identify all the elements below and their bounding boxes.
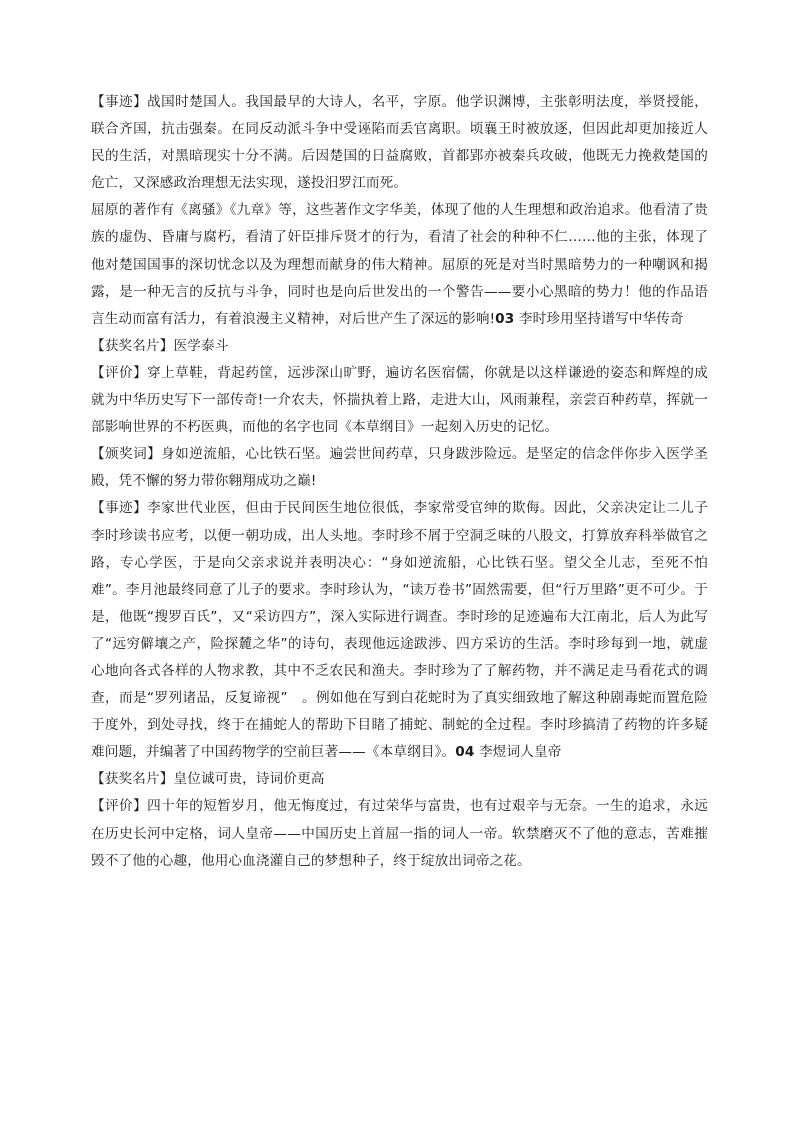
paragraph-li-shizhen-deeds: [91, 495, 708, 766]
paragraph-text: 战国时楚国人。我国最早的大诗人，名平，字原。他学识渊博，主张彰明法度，举贤授能，联合齐国，抗击强秦。在同反动派斗争中受诬陷而丢官离职。顷襄王时被放逐，但因此却更加接近人民的生活，对黑暗现实十分不满。后因楚国的日益腐败，首都郢亦被秦兵攻破，他既无力挽救楚国的危亡，又深感政治理想无法实现，遂投汨罗江而死。: [91, 94, 708, 192]
paragraph-text: 李家世代业医，但由于民间医生地位很低，李家常受官绅的欺侮。因此，父亲决定让二儿子李时珍读书应考，以便一朝功成，出人头地。李时珍不屑于空洞乏味的八股文，打算放弃科举做官之路，专心学医，于是向父亲求说并表明决心：“身如逆流船，心比铁石坚。望父全儿志，至死不怕难”。李月池最终同意了儿子的要求。李时珍认为，“读万卷书”固然需要，但“行万里路”更不可少。于是，他既“搜罗百氏”，又“采访四方”，深入实际进行调查。李时珍的足迹遍布大江南北，后人为此写了“远穷僻壤之产，险探麓之华”的诗句，表现他远途跋涉、四方采访的生活。李时珍每到一地，就虚心地向各式各样的人物求教，其中不乏农民和渔夫。李时珍为了了解药物，并不满足走马看花式的调查，而是“罗列诸品，反复谛视” 。例如他在写到白花蛇时为了真实细致地了解这种剧毒蛇而置危险于度外，到处寻找，终于在捕蛇人的帮助下目睹了捕蛇、制蛇的全过程。李时珍搞清了药物的许多疑难问题，并编著了中国药物学的空前巨著——《本草纲目》。: [91, 500, 708, 761]
paragraph-text: 穿上草鞋，背起药筐，远涉深山旷野，遍访名医宿儒，你就是以这样谦逊的姿态和辉煌的成就为中华历史写下一部传奇!一介农夫，怀揣执着上路，走进大山，风雨兼程，亲尝百种药草，挥就一部影响世界的不朽医典，而他的名字也同《本草纲目》一起刻入历史的记忆。: [91, 364, 708, 436]
document-body: [91, 89, 708, 875]
paragraph-text: 四十年的短暂岁月，他无悔度过，有过荣华与富贵，也有过艰辛与无奈。一生的追求，永远在历史长河中定格，词人皇帝——中国历史上首屈一指的词人一帝。软禁磨灭不了他的意志，苦难摧毁不了他的心趣，他用心血浇灌自己的梦想种子，终于绽放出词帝之花。: [91, 798, 708, 869]
section-label: 【颁奖词】: [91, 446, 162, 463]
paragraph-qu-yuan-works: [91, 197, 708, 332]
paragraph-li-shizhen-citation: [91, 441, 708, 495]
paragraph-li-shizhen-evaluation: [91, 360, 708, 441]
section-label: 【事迹】: [91, 94, 148, 110]
paragraph-li-yu-award: [91, 766, 708, 793]
paragraph-text: 身如逆流船，心比铁石坚。遍尝世间药草，只身跋涉险远。是坚定的信念伴你步入医学圣殿，凭不懈的努力带你翱翔成功之巅!: [91, 446, 708, 490]
paragraph-li-yu-evaluation: [91, 793, 708, 874]
section-heading: 李煜词人皇帝: [474, 744, 562, 761]
paragraph-text: 屈原的著作有《离骚》《九章》等，这些著作文字华美，体现了他的人生理想和政治追求。他看清了贵族的虚伪、昏庸与腐朽，看清了奸臣排斥贤才的行为，看清了社会的种种不仁……他的主张，体现了他对楚国国事的深切忧念以及为理想而献身的伟大精神。屈原的死是对当时黑暗势力的一种嘲讽和揭露，是一种无言的反抗与斗争，同时也是向后世发出的一个警告——要小心黑暗的势力！他的作品语言生动而富有活力，有着浪漫主义精神，对后世产生了深远的影响!: [91, 202, 708, 327]
section-number: 03: [495, 310, 515, 327]
section-label: 【评价】: [91, 364, 148, 381]
paragraph-text: 医学泰斗: [173, 337, 229, 354]
paragraph-qu-yuan-deeds: [91, 89, 708, 197]
paragraph-li-shizhen-award: [91, 333, 708, 360]
paragraph-text: 皇位诚可贵，诗词价更高: [173, 771, 325, 788]
section-heading: 李时珍用坚持谱写中华传奇: [514, 310, 684, 327]
section-label: 【获奖名片】: [91, 771, 174, 788]
section-number: 04: [455, 744, 475, 761]
section-label: 【获奖名片】: [91, 337, 174, 354]
section-label: 【事迹】: [91, 500, 148, 517]
section-label: 【评价】: [91, 798, 148, 815]
